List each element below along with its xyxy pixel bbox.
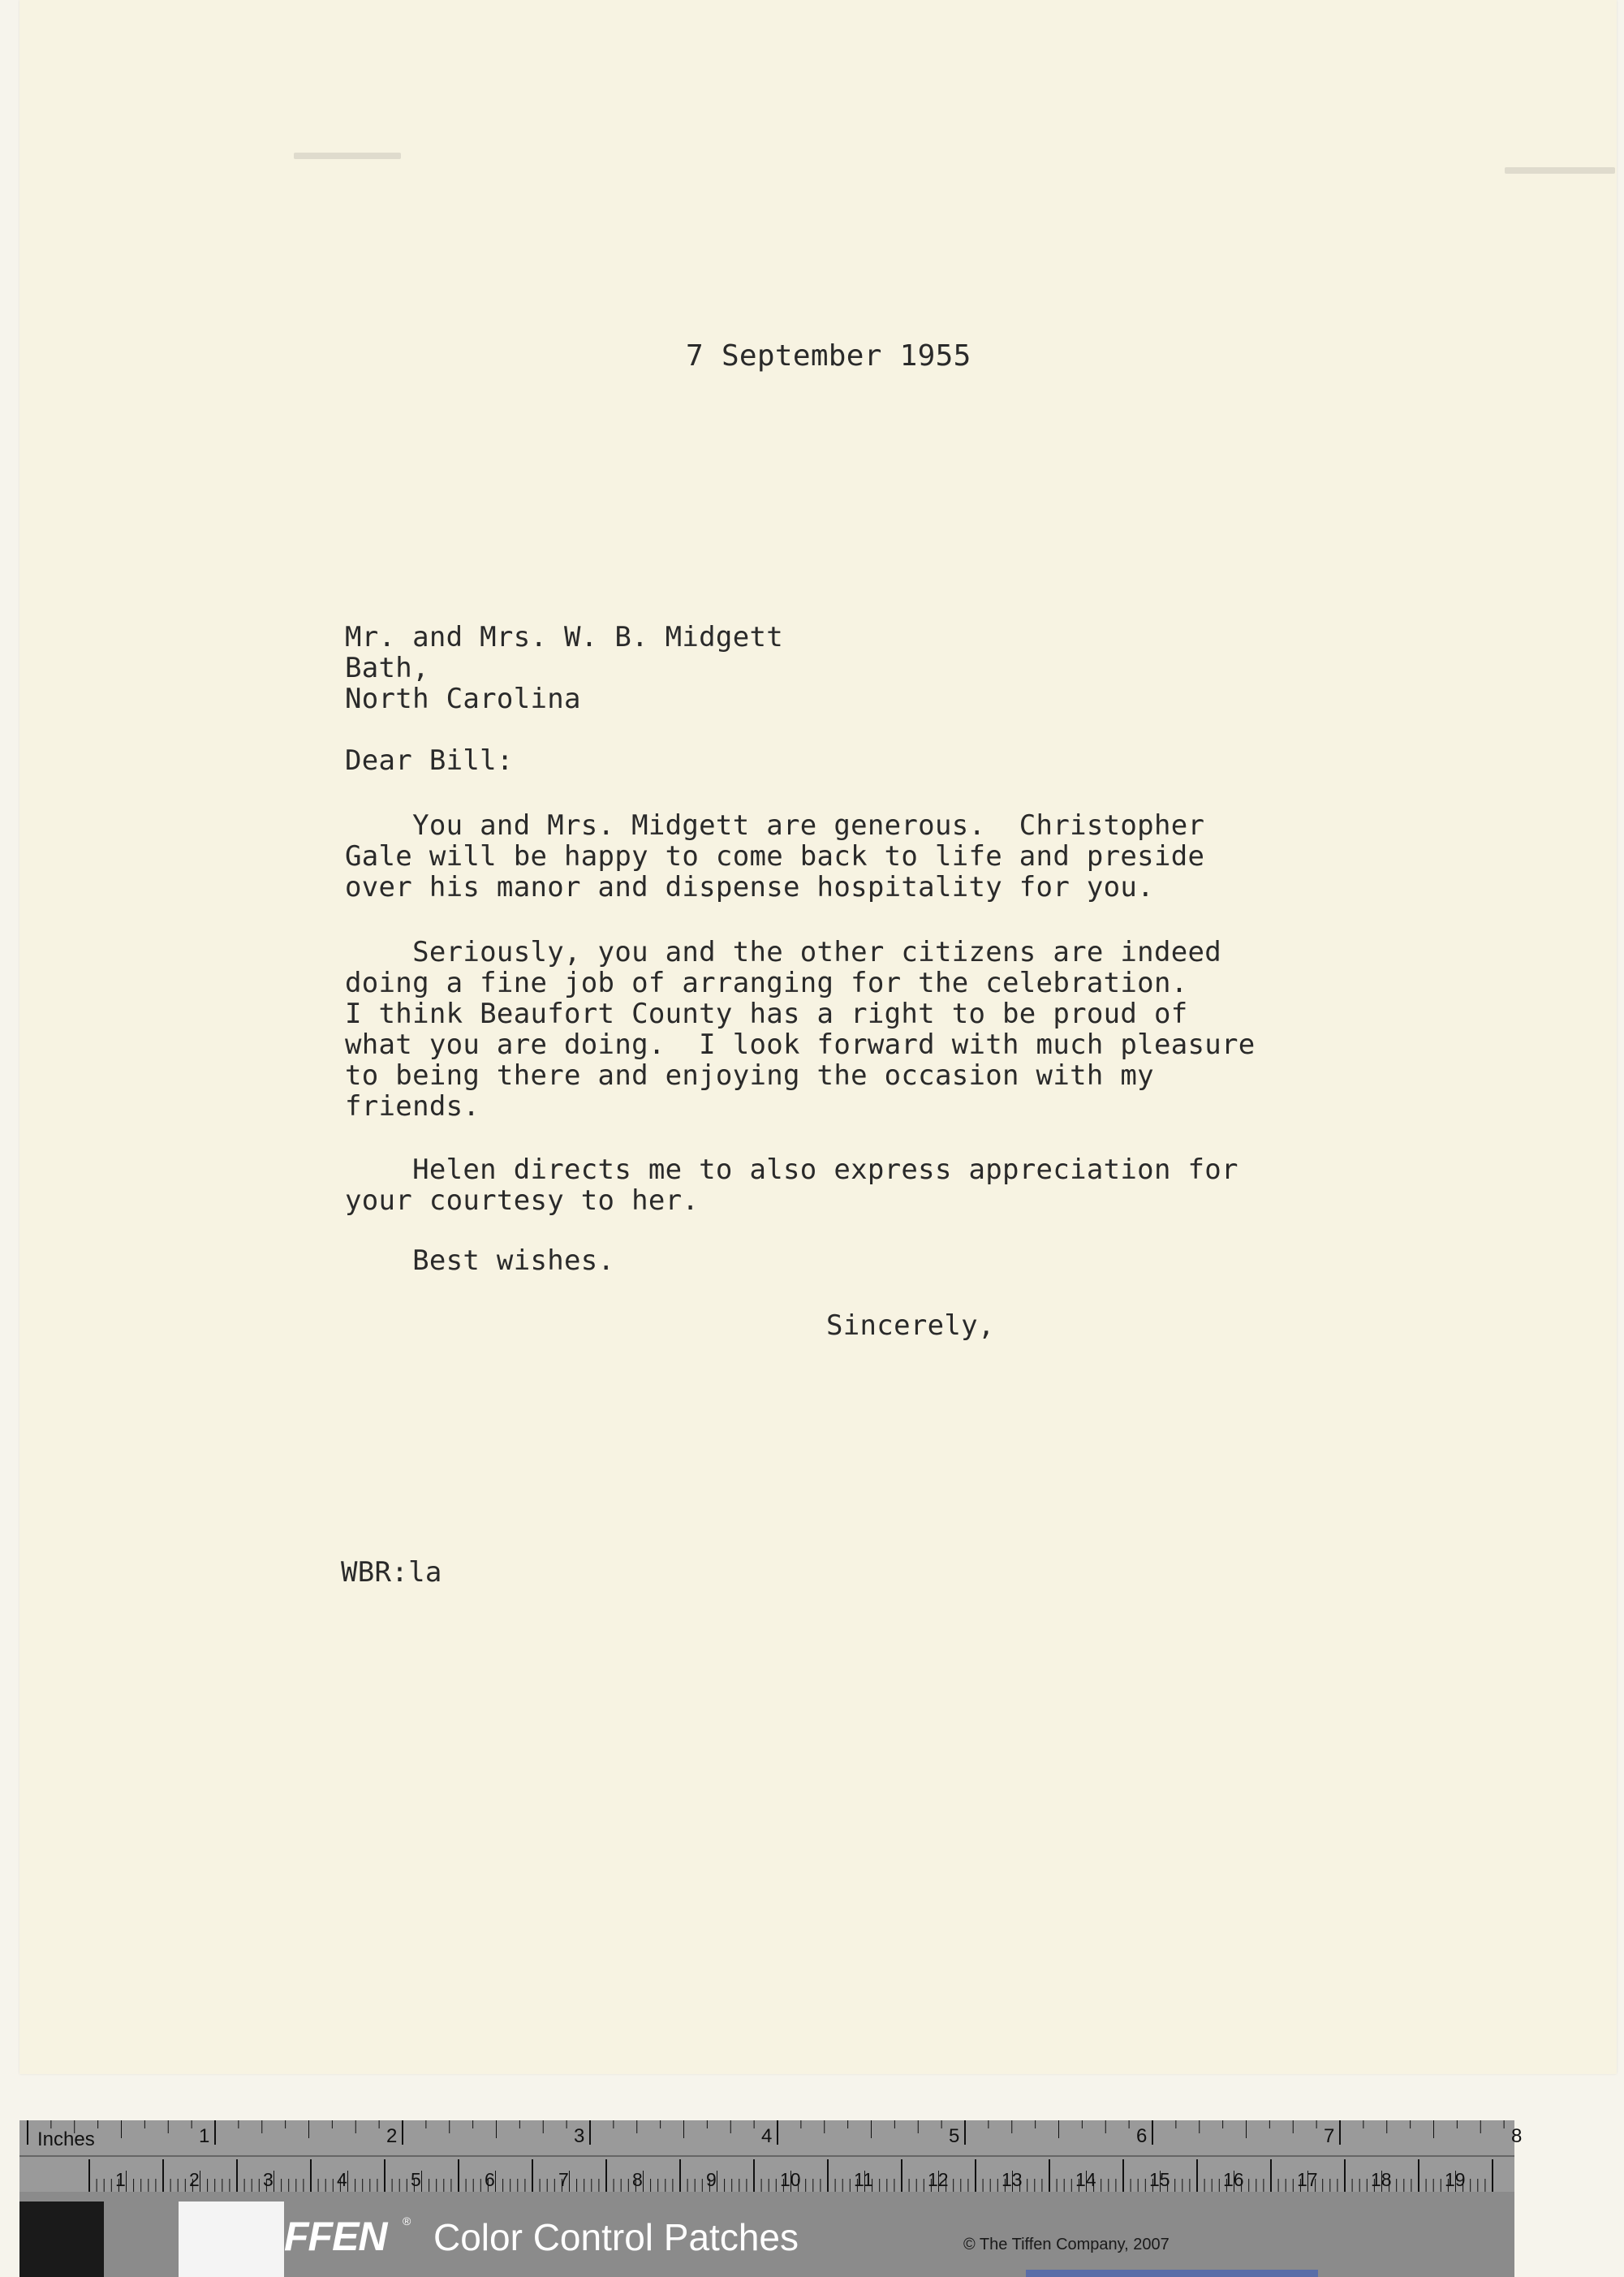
blue-patch-edge — [1026, 2270, 1318, 2277]
inch-number: 5 — [949, 2125, 960, 2147]
cm-number: 14 — [1075, 2169, 1096, 2190]
cm-number: 8 — [632, 2169, 643, 2190]
cm-number: 1 — [115, 2169, 126, 2190]
cm-number: 6 — [485, 2169, 495, 2190]
card-title: Color Control Patches — [433, 2216, 799, 2258]
cm-number: 13 — [1002, 2169, 1023, 2190]
body-line: to being there and enjoying the occasion with my — [345, 1059, 1154, 1092]
body-line: Helen directs me to also express appreciation for — [345, 1154, 1238, 1186]
inch-number: 1 — [199, 2125, 210, 2147]
salutation: Dear Bill: — [345, 744, 514, 777]
inch-number: 4 — [761, 2125, 773, 2147]
cm-number: 17 — [1297, 2169, 1318, 2190]
cm-number: 16 — [1223, 2169, 1244, 2190]
address-line: North Carolina — [345, 683, 581, 715]
cm-number: 11 — [854, 2169, 873, 2190]
cm-number: 5 — [411, 2169, 421, 2190]
paper-mark — [1505, 167, 1615, 174]
address-line: Bath, — [345, 652, 429, 684]
inch-number: 3 — [574, 2125, 585, 2147]
inch-number: 6 — [1136, 2125, 1148, 2147]
closing-wish: Best wishes. — [345, 1244, 615, 1277]
body-line: friends. — [345, 1090, 480, 1123]
body-line: what you are doing. I look forward with much pleasure — [345, 1029, 1256, 1061]
brand-logo: FFEN — [284, 2214, 387, 2259]
cm-number: 10 — [780, 2169, 801, 2190]
cm-number: 19 — [1445, 2169, 1466, 2190]
black-patch — [19, 2202, 104, 2277]
cm-number: 4 — [337, 2169, 347, 2190]
letter-date: 7 September 1955 — [686, 339, 971, 373]
cm-number: 2 — [189, 2169, 200, 2190]
inch-number: 2 — [386, 2125, 398, 2147]
card-copyright: © The Tiffen Company, 2007 — [963, 2236, 1170, 2253]
inch-number: 8 — [1511, 2125, 1523, 2147]
body-line: Gale will be happy to come back to life and preside — [345, 840, 1205, 873]
registered-mark: ® — [403, 2214, 411, 2227]
body-line: Seriously, you and the other citizens are indeed — [345, 936, 1222, 968]
body-line: You and Mrs. Midgett are generous. Christopher — [345, 809, 1205, 842]
ruler-units-label: Inches — [37, 2128, 95, 2150]
cm-number: 7 — [558, 2169, 569, 2190]
inch-number: 7 — [1324, 2125, 1335, 2147]
body-line: doing a fine job of arranging for the celebration. — [345, 967, 1188, 999]
body-line: over his manor and dispense hospitality for you. — [345, 871, 1154, 903]
cm-number: 12 — [928, 2169, 949, 2190]
ruler — [19, 2120, 1523, 2192]
body-line: I think Beaufort County has a right to be proud of — [345, 998, 1188, 1030]
address-line: Mr. and Mrs. W. B. Midgett — [345, 621, 784, 653]
cm-number: 15 — [1149, 2169, 1170, 2190]
signoff: Sincerely, — [826, 1309, 995, 1342]
paper-mark — [294, 153, 401, 159]
cm-number: 18 — [1371, 2169, 1392, 2190]
body-line: your courtesy to her. — [345, 1184, 700, 1217]
cm-number: 9 — [706, 2169, 717, 2190]
white-patch — [179, 2202, 284, 2277]
cm-number: 3 — [263, 2169, 274, 2190]
typist-initials: WBR:la — [341, 1556, 442, 1589]
color-control-card — [19, 2120, 1523, 2277]
